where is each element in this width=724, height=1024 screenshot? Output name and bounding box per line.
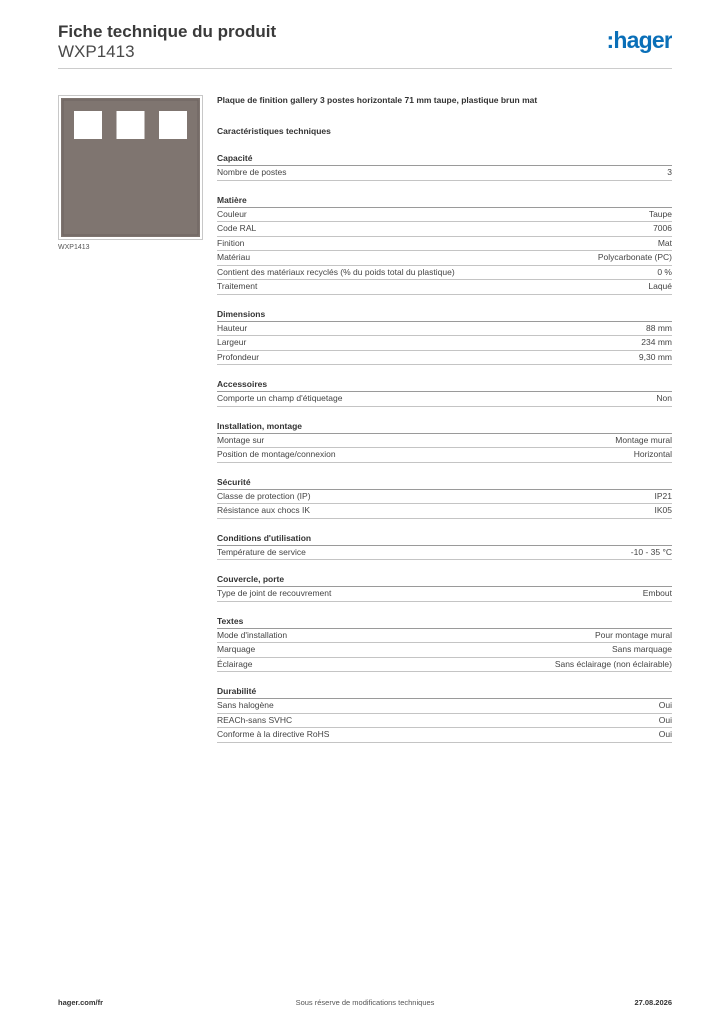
spec-label: Traitement	[217, 281, 258, 291]
specs-title: Caractéristiques techniques	[217, 126, 331, 136]
spec-row	[217, 392, 672, 407]
spec-row	[217, 351, 672, 366]
spec-row	[217, 699, 672, 714]
spec-value: IK05	[654, 505, 672, 515]
spec-row	[217, 658, 672, 673]
spec-value: 234 mm	[641, 337, 672, 347]
spec-label: Conforme à la directive RoHS	[217, 729, 330, 739]
spec-value: Taupe	[648, 208, 672, 219]
section-title: Dimensions	[217, 309, 672, 322]
spec-value: Sans marquage	[611, 644, 672, 654]
spec-label: Matériau	[217, 252, 251, 262]
product-description: Plaque de finition gallery 3 postes horizontale 71 mm taupe, plastique brun mat	[217, 95, 538, 105]
product-image	[61, 98, 200, 237]
spec-label: Type de joint de recouvrement	[217, 588, 332, 598]
spec-row	[217, 280, 672, 295]
spec-row	[217, 336, 672, 351]
section-title: Accessoires	[217, 379, 672, 392]
spec-value: Mat	[657, 237, 672, 248]
page-footer	[58, 998, 672, 1010]
page-header	[58, 20, 672, 70]
spec-section	[217, 309, 672, 366]
svg-text::hager: :hager	[606, 28, 672, 53]
section-title: Durabilité	[217, 686, 672, 699]
spec-value: Oui	[658, 729, 672, 739]
spec-section	[217, 477, 672, 519]
spec-label: Classe de protection (IP)	[217, 490, 311, 501]
spec-value: 88 mm	[646, 322, 672, 333]
product-reference: WXP1413	[58, 42, 135, 61]
section-title: Capacité	[217, 153, 672, 166]
spec-section	[217, 616, 672, 673]
spec-label: Sans halogène	[217, 700, 274, 710]
spec-row	[217, 504, 672, 519]
spec-row	[217, 448, 672, 463]
spec-value: IP21	[654, 490, 672, 501]
spec-section	[217, 686, 672, 743]
spec-label: Comporte un champ d'étiquetage	[217, 393, 343, 403]
spec-value: Polycarbonate (PC)	[597, 252, 672, 262]
spec-row	[217, 266, 672, 281]
spec-value: Oui	[658, 700, 672, 710]
spec-label: Montage sur	[217, 434, 265, 445]
spec-value: Pour montage mural	[594, 629, 672, 640]
footer-disclaimer: Sous réserve de modifications techniques	[295, 998, 435, 1007]
spec-row	[217, 208, 672, 223]
spec-label: REACh-sans SVHC	[217, 714, 293, 725]
spec-label: Couleur	[217, 208, 247, 219]
section-title: Sécurité	[217, 477, 672, 490]
product-image-frame	[58, 95, 203, 240]
spec-value: -10 - 35 °C	[630, 546, 672, 557]
footer-date: 27.08.2026	[634, 998, 672, 1007]
spec-row	[217, 643, 672, 658]
spec-value: 3	[667, 167, 672, 177]
spec-label: Éclairage	[217, 658, 253, 669]
image-caption: WXP1413	[58, 244, 90, 251]
spec-section	[217, 574, 672, 602]
spec-label: Code RAL	[217, 223, 257, 233]
spec-section	[217, 153, 672, 181]
spec-value: Laqué	[648, 281, 672, 291]
spec-row	[217, 490, 672, 505]
spec-label: Finition	[217, 237, 245, 248]
spec-section	[217, 421, 672, 463]
spec-label: Hauteur	[217, 322, 248, 333]
spec-row	[217, 629, 672, 644]
header-divider	[58, 68, 672, 69]
page-title: Fiche technique du produit	[58, 22, 277, 41]
spec-value: 0 %	[657, 266, 672, 277]
spec-value: 9,30 mm	[638, 351, 672, 362]
section-title: Couvercle, porte	[217, 574, 672, 587]
spec-label: Position de montage/connexion	[217, 449, 336, 459]
spec-value: Sans éclairage (non éclairable)	[554, 658, 672, 669]
product-details	[217, 95, 672, 743]
spec-row	[217, 546, 672, 561]
spec-label: Température de service	[217, 546, 306, 557]
spec-row	[217, 714, 672, 729]
spec-section	[217, 195, 672, 295]
spec-value: 7006	[653, 223, 672, 233]
spec-label: Contient des matériaux recyclés (% du poids total du plastique)	[217, 266, 455, 277]
spec-label: Profondeur	[217, 351, 260, 362]
spec-row	[217, 587, 672, 602]
section-title: Installation, montage	[217, 421, 672, 434]
spec-row	[217, 434, 672, 449]
spec-sections	[217, 153, 672, 743]
spec-row	[217, 237, 672, 252]
spec-row	[217, 166, 672, 181]
spec-section	[217, 533, 672, 561]
section-title: Conditions d'utilisation	[217, 533, 672, 546]
spec-label: Marquage	[217, 644, 256, 654]
spec-value: Embout	[642, 588, 672, 598]
section-title: Textes	[217, 616, 672, 629]
section-title: Matière	[217, 195, 672, 208]
spec-value: Oui	[658, 714, 672, 725]
spec-value: Non	[656, 393, 672, 403]
spec-row	[217, 251, 672, 266]
spec-row	[217, 222, 672, 237]
spec-section	[217, 379, 672, 407]
hager-logo	[592, 28, 672, 54]
spec-label: Largeur	[217, 337, 247, 347]
spec-value: Horizontal	[633, 449, 672, 459]
spec-row	[217, 728, 672, 743]
spec-label: Mode d'installation	[217, 629, 288, 640]
footer-website: hager.com/fr	[58, 998, 104, 1007]
spec-value: Montage mural	[615, 434, 672, 445]
spec-label: Résistance aux chocs IK	[217, 505, 311, 515]
spec-label: Nombre de postes	[217, 167, 287, 177]
spec-row	[217, 322, 672, 337]
